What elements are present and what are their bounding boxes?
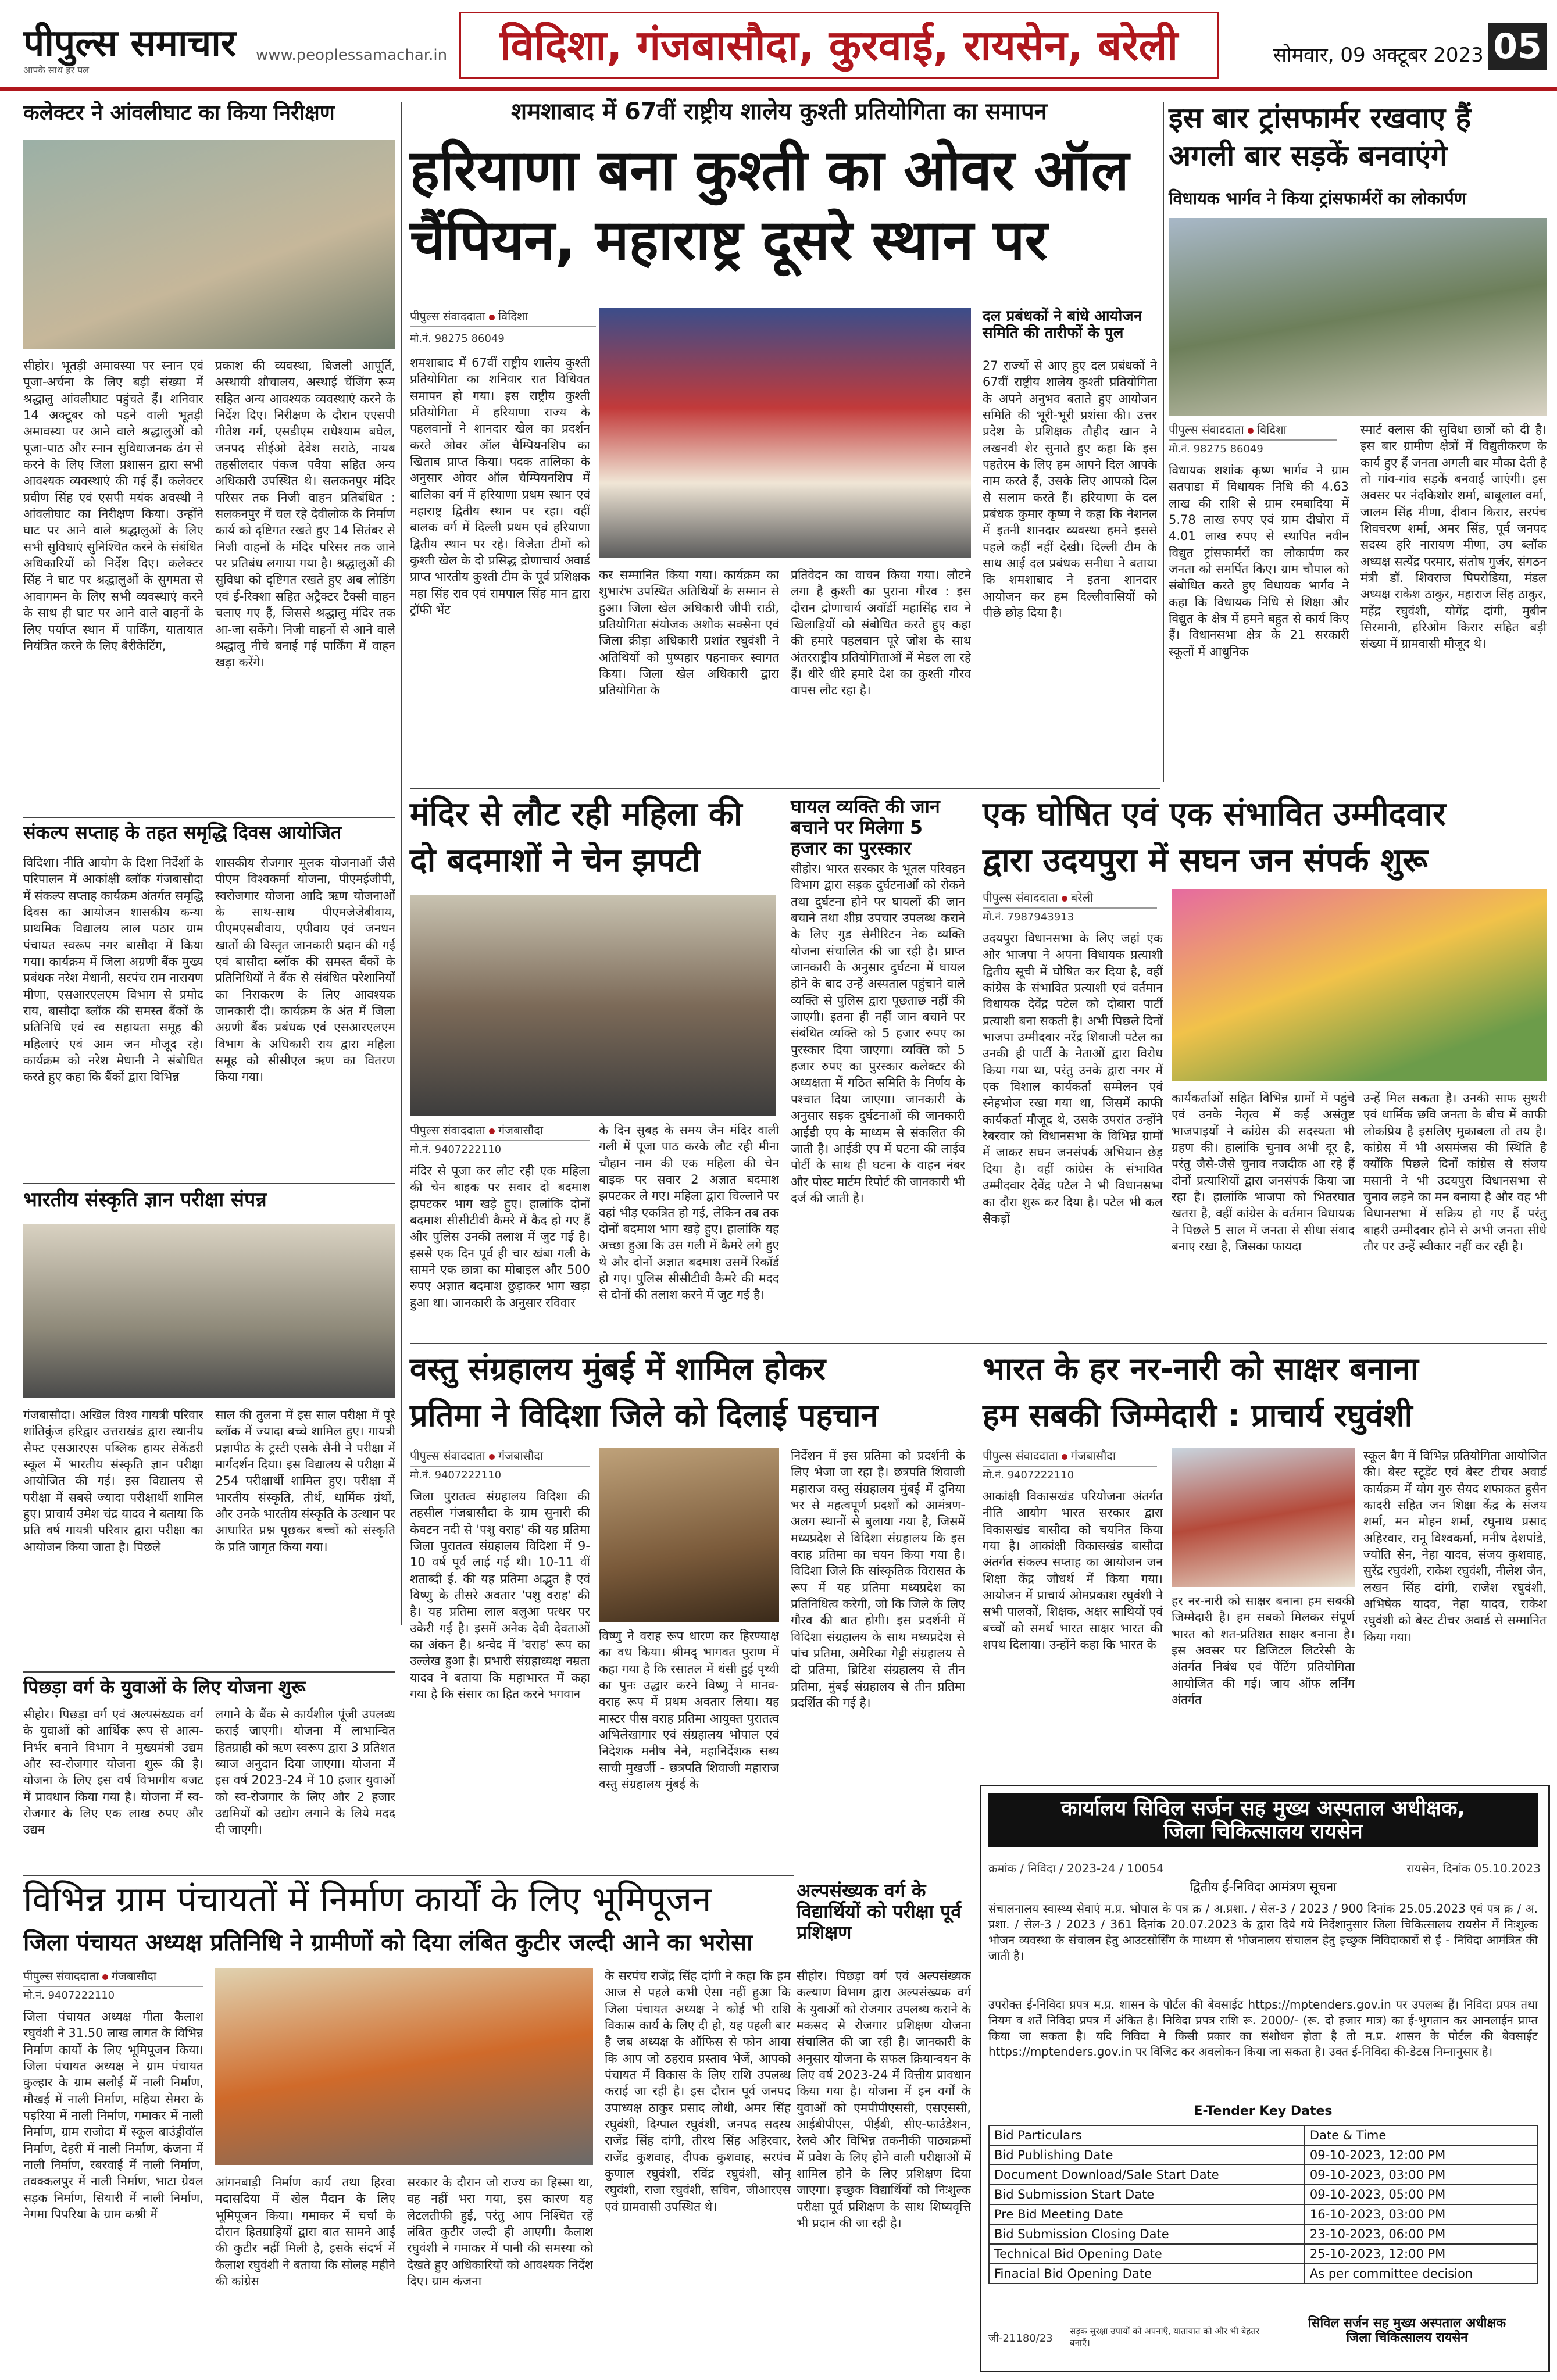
story12-caption: आंगनबाड़ी निर्माण कार्य तथा हिरवा मदासदिया में खेल मैदान के लिए भूमिपूजन किया। गमाकर में चर्चा के दौरान हितग्राहियों द्वारा बात सामने आई की कुटीर नहीं मिली है, इसके संदर्भ में कैलाश रघुवंशी ने बताया कि सोलह महीने की कांग्रेस bbox=[215, 2175, 395, 2289]
story1-headline: कलेक्टर ने आंवलीघाट का किया निरीक्षण bbox=[23, 101, 335, 125]
table-header-row bbox=[989, 2125, 1537, 2145]
column-divider bbox=[401, 102, 402, 1625]
story4-body: विदिशा। नीति आयोग के दिशा निर्देशों के परिपालन में आकांक्षी ब्लॉक गंजबासौदा में संकल्प सप्ताह कार्यक्रम अंतर्गत समृद्धि दिवस का आयोजन शासकीय कन्या प्राथमिक विद्यालय लाल पठार ग्राम पंचायत स्वरूप नगर बासौदा में किया गया। कार्यक्रम में जिला अग्रणी बैंक मुख्य प्रबंधक नरेश मेधानी, सरपंच राम नारायण मीणा, एसआरएलएम विभाग से प्रमोद राय, बासौदा ब्लॉक की समस्त बैंकों के प्रतिनिधि एवं स्व सहायता समूह की महिलाएं एवं आम जन मौजूद रहे। कार्यक्रम को नरेश मेधानी ने संबोधित करते हुए कहा कि बैंकों द्वारा विभिन्न bbox=[23, 856, 203, 1084]
tender-dates-table bbox=[988, 2125, 1538, 2284]
story3-body: विधायक शशांक कृष्ण भार्गव ने ग्राम सतपाडा में विधायक निधि की 4.63 लाख की राशि से ग्राम रमबादिया में 5.78 लाख रुपए एवं ग्राम दीघोरा में 4.01 लाख रुपए से स्थापित नवीन विद्युत ट्रांसफार्मरों का लोकार्पण कर जनता को समर्पित किए। ग्राम चौपाल को संबोधित करते हुए विधायक भार्गव ने कहा कि विधायक निधि से शिक्षा और विद्युत के क्षेत्र में हमने बहुत से कार्य किए हैं। विधानसभा क्षेत्र के 21 सरकारी स्कूलों में आधुनिक bbox=[1169, 463, 1349, 659]
tender-signature: सिविल सर्जन सह मुख्य अस्पताल अधीक्षक जिला चिकित्सालय रायसेन bbox=[1308, 2316, 1506, 2345]
story11-headline-line1: भारत के हर नर-नारी को साक्षर बनाना bbox=[983, 1350, 1419, 1387]
table-row bbox=[989, 2244, 1537, 2264]
story2-byline: पीपुल्स संवाददाता विदिशा bbox=[410, 308, 596, 327]
tender-notice-body: संचालनालय स्वास्थ्य सेवाएं म.प्र. भोपाल के पत्र क्र / अ.प्रशा. / सेल-3 / 2023 / 900 दिनांक 25.05.2023 एवं पत्र क्र / अ. प्रशा. / सेल-3 / 2023 / 361 दिनांक 20.07.2023 के द्वारा दिये गये निर्देशानुसार जिला चिकित्सालय रायसेन में निःशुल्क भोजन व्यवस्था के संचालन हेतु आउटसोर्सिंग के माध्यम से भोजनालय संचालन हेतु इच्छुक निविदाकारों से ई - निविदा आमंत्रित की जाती है। bbox=[988, 1902, 1538, 1963]
table-cell: 09-10-2023, 12:00 PM bbox=[1305, 2145, 1537, 2165]
story7-byline: पीपुल्स संवाददाता गंजबासौदा bbox=[410, 1122, 590, 1141]
story11-body: आकांक्षी विकासखंड परियोजना अंतर्गत नीति आयोग भारत सरकार द्वारा विकासखंड बासौदा को चयनित किया गया है। आकांक्षी विकासखंड बासौदा अंतर्गत संकल्प सप्ताह का आयोजन जन शिक्षा केंद्र जौधर्थ में किया गया। आयोजन में प्राचार्य ओमप्रकाश रघुवंशी ने सभी पालकों, शिक्षक, अक्षर साथियों एवं बच्चों को समर्थ भारत साक्षर भारत की शपथ दिलाया। उन्होंने कहा कि भारत के bbox=[983, 1489, 1163, 1652]
tender-slogan: सड़क सुरक्षा उपायों को अपनाएँ, यातायात को और भी बेहतर बनाएँ। bbox=[1070, 2326, 1260, 2348]
story9-photo bbox=[1172, 889, 1547, 1081]
logo-tagline: आपके साथ हर पल bbox=[23, 65, 90, 76]
story3-body-2: स्मार्ट क्लास की सुविधा छात्रों को दी है। इस बार ग्रामीण क्षेत्रों में विद्युतीकरण के कार्य हुए हैं जनता अगली बार मौका देती है तो गांव-गांव सड़कें बनवाई जाएंगी। इस अवसर पर नंदकिशोर शर्मा, बाबूलाल वर्मा, जालम सिंह मीणा, दीवान किरार, सरपंच शिवचरण शर्मा, अमर सिंह, पूर्व जनपद सदस्य हरि नारायण मीणा, उप ब्लॉक अध्यक्ष सत्येंद्र परमार, संतोष गुर्जर, संगठन मंत्री डॉ. शिवराज पिपरोडिया, मंडल अध्यक्ष राकेश ठाकुर, महाराज सिंह ठाकुर, महेंद्र रघुवंशी, योगेंद्र दांगी, मुबीन सिरमानी, हरिओम किरार सहित बड़ी संख्या में ग्रामवासी मौजूद थे। bbox=[1360, 423, 1547, 651]
story10-headline-line2: प्रतिमा ने विदिशा जिले को दिलाई पहचान bbox=[410, 1397, 879, 1434]
tender-ref-date: रायसेन, दिनांक 05.10.2023 bbox=[1406, 1861, 1541, 1875]
section-divider bbox=[23, 817, 395, 818]
story1-photo bbox=[23, 140, 395, 349]
section-divider bbox=[23, 1183, 395, 1184]
story9-body: उदयपुरा विधानसभा के लिए जहां एक ओर भाजपा ने अपना विधायक प्रत्याशी द्वितीय सूची में घोषित कर दिया है, वहीं कांग्रेस के संभावित प्रत्याशी एवं वर्तमान विधायक देवेंद्र पटेल को दोबारा पार्टी प्रत्याशी बना सकती है। अभी पिछले दिनों भाजपा उम्मीदवार नरेंद्र शिवाजी पटेल का उनकी ही पार्टी के नेताओं द्वारा विरोध किया गया था, परंतु उनके द्वारा नगर में एक विशाल कार्यकर्ता सम्मेलन एवं स्नेहभोज रखा गया था, जिसमें काफी कार्यकर्ता मौजूद थे, उसके उपरांत उन्होंने रैबरवार को विधानसभा के विभिन्न ग्रामों में जाकर सघन जनसंपर्क अभियान छेड़ दिया है। वहीं कांग्रेस के संभावित उम्मीदवार देवेंद्र पटेल ने भी विधानसभा का दौरा शुरू कर दिया है। पटेल भी कल सैकड़ों bbox=[983, 931, 1163, 1225]
bullet-icon bbox=[1248, 428, 1254, 434]
story1-body: सीहोर। भूतड़ी अमावस्या पर स्नान एवं पूजा-अर्चना के लिए बड़ी संख्या में श्रद्धालु आंवलीघाट पहुंचते हैं। शनिवार 14 अक्टूबर को पड़ने वाली भूतड़ी अमावस्या पर आने वाले श्रद्धालुओं को पूजा-पाठ और स्नान सुविधाजनक ढंग से करने के लिए जिला प्रशासन द्वारा सभी आवश्यक व्यवस्थाएं की गई हैं। कलेक्टर प्रवीण सिंह एवं एसपी मयंक अवस्थी ने आंवलीघाट का निरीक्षण किया। उन्होंने घाट पर आने वाले श्रद्धालुओं के लिए सभी सुविधाएं सुनिश्चित करने के संबंधित अधिकारियों को निर्देश दिए। कलेक्टर सिंह ने घाट पर श्रद्धालुओं के सुगमता से आवागमन के लिए सभी व्यवस्थाएं करने के साथ ही घाट पर आने वाले वाहनों के लिए पर्याप्त स्थान में पार्किंग, यातायात नियंत्रित करने के लिए बैरीकेटिंग, bbox=[23, 359, 203, 653]
section-divider bbox=[23, 1875, 794, 1876]
table-row bbox=[989, 2224, 1537, 2244]
story12-photo bbox=[215, 1968, 593, 2165]
story6-body-2: लगाने के बैंक से कार्यशील पूंजी उपलब्ध कराई जाएगी। योजना में लाभान्वित हितग्राही को ऋण स्वरूप द्वारा 3 प्रतिशत ब्याज अनुदान दिया जाएगा। योजना में इस वर्ष 2023-24 में 10 हजार युवाओं को स्व-रोजगार के लिए और 2 हजार उद्यमियों को उद्योग लगाने के लिये मदद दी जाएगी। bbox=[215, 1707, 395, 1837]
table-cell: 09-10-2023, 03:00 PM bbox=[1305, 2165, 1537, 2185]
story4-headline: संकल्प सप्ताह के तहत समृद्धि दिवस आयोजित bbox=[23, 821, 342, 844]
story6-headline: पिछड़ा वर्ग के युवाओं के लिए योजना शुरू bbox=[23, 1676, 306, 1698]
story7-photo bbox=[410, 895, 776, 1116]
story5-photo bbox=[23, 1224, 395, 1398]
table-cell: 25-10-2023, 12:00 PM bbox=[1305, 2244, 1537, 2264]
story2-side-title: दल प्रबंधकों ने बांधे आयोजन समिति की तारीफों के पुल bbox=[983, 308, 1142, 342]
newspaper-logo: पीपुल्स समाचार आपके साथ हर पल bbox=[23, 22, 236, 76]
story3-mobile: मो.नं. 98275 86049 bbox=[1169, 443, 1263, 455]
story5-body-2: साल की तुलना में इस साल परीक्षा में पूरे ब्लॉक में ज्यादा बच्चे शामिल हुए। गायत्री प्रज्ञापीठ के ट्रस्टी एसके सैनी ने परीक्षा में मार्गदर्शन दिया। इस विद्यालय से परीक्षा में 254 परीक्षार्थी शामिल हुए। परीक्षा में भारतीय संस्कृति, तीर्थ, धार्मिक ग्रंथों, और उनके भारतीय संस्कृति के उत्थान पर आधारित प्रश्न पूछकर बच्चों को संस्कृति के प्रति जागृत किया गया। bbox=[215, 1408, 395, 1554]
story11-body-3: स्कूल बैग में विभिन्न प्रतियोगिता आयोजित की। बेस्ट स्टूडेंट एवं बेस्ट टीचर अवार्ड कार्यक्रम में योग गुरु सैयद शफाकत हुसैन कादरी सहित जन शिक्षा केंद्र के संजय शर्मा, मन मोहन शर्मा, रघुनाथ प्रसाद अहिरवार, रानू विश्वकर्मा, मनीष देशपांडे, ज्योति सेन, नेहा यादव, संजय कुशवाह, सुरेंद्र रघुवंशी, राकेश रघुवंशी, नीलेश जैन, लखन सिंह दांगी, राजेश रघुवंशी, अभिषेक यादव, नेहा यादव, राकेश रघुवंशी को बेस्ट टीचर अवार्ड से सम्मानित किया गया। bbox=[1363, 1449, 1547, 1644]
story10-body: जिला पुरातत्व संग्रहालय विदिशा की तहसील गंजबासौदा के ग्राम सुनारी की केवटन नदी से 'पशु वराह' की यह प्रतिमा जिला पुरातत्व संग्रहालय विदिशा में 9-10 वर्ष पूर्व लाई गई थी। 10-11 वीं शताब्दी ई. की यह प्रतिमा अद्भुत है एवं विष्णु के तीसरे अवतार 'पशु वराह' की है। यह प्रतिमा लाल बलुआ पत्थर पर उकेरी गई है। इसमें अनेक देवी देवताओं का अंकन है। श्रन्वेद में 'वराह' रूप का उल्लेख हुआ है। प्रभारी संग्रहाध्यक्ष नम्रता यादव ने बताया कि महाभारत में कहा गया है कि संसार का हित करने भगवान bbox=[410, 1489, 590, 1702]
table-header: Bid Particulars bbox=[989, 2125, 1305, 2145]
story10-byline: पीपुल्स संवाददाता गंजबासौदा bbox=[410, 1448, 590, 1467]
section-divider bbox=[23, 1671, 395, 1673]
table-header: Date & Time bbox=[1305, 2125, 1537, 2145]
tender-title: कार्यालय सिविल सर्जन सह मुख्य अस्पताल अधीक्षक, जिला चिकित्सालय रायसेन bbox=[988, 1793, 1538, 1847]
story1-body-2: प्रकाश की व्यवस्था, बिजली आपूर्ति, अस्थायी शौचालय, अस्थाई चेंजिंग रूम सहित अन्य आवश्यक व्यवस्थाएं करने के निर्देश दिए। निरीक्षण के दौरान एएसपी गीतेश गर्ग, एसडीएम राधेश्याम बघेल, जनपद सीईओ देवेश सराठे, नायब तहसीलदार पंकज पवैया सहित अन्य अधिकारी उपस्थित थे। सलकनपुर मंदिर परिसर तक निजी वाहन प्रतिबंधित : सलकनपुर में चल रहे देवीलोक के निर्माण कार्य को दृष्टिगत रखते हुए 14 सितंबर से निजी वाहनों के मंदिर परिसर तक जाने पर प्रतिबंध लगाया गया है। श्रद्धालुओं की सुविधा को दृष्टिगत रखते हुए अब लोडिंग एवं ई-रिक्शा सहित अट्रैक्टर टैक्सी वाहन चलाए गए हैं, जिससे श्रद्धालु मंदिर तक आ-जा सकेंगे। निजी वाहनों से आने वाले श्रद्धालु नीचे बनाई गई पार्किंग में वाहन खड़ा करेंगे। bbox=[215, 359, 395, 670]
bullet-icon bbox=[489, 1128, 495, 1134]
story12-subhead: जिला पंचायत अध्यक्ष प्रतिनिधि ने ग्रामीणों को दिया लंबित कुटीर जल्दी आने का भरोसा bbox=[23, 1929, 753, 1956]
story3-byline: पीपुल्स संवाददाता विदिशा bbox=[1169, 421, 1337, 441]
bullet-icon bbox=[102, 1974, 108, 1980]
story9-headline-line2: द्वारा उदयपुरा में सघन जन संपर्क शुरू bbox=[983, 842, 1428, 880]
story12-byline: पीपुल्स संवाददाता गंजबासौदा bbox=[23, 1968, 203, 1987]
story12-body-2: सरकार के दौरान जो राज्य का हिस्सा था, वह नहीं भरा गया, इस कारण यह लेटलतीफी हुई, परंतु आप निश्चित रहें लंबित कुटीर जल्दी ही आएगी। कैलाश रघुवंशी ने गमाकर में पानी की समस्या को देखते हुए अधिकारियों को आवश्यक निर्देश दिए। ग्राम कंजना bbox=[407, 2175, 593, 2289]
table-cell: Finacial Bid Opening Date bbox=[989, 2264, 1305, 2283]
story11-photo bbox=[1172, 1448, 1355, 1587]
issue-date: सोमवार, 09 अक्टूबर 2023 bbox=[1273, 44, 1484, 67]
story9-mobile: मो.नं. 7987943913 bbox=[983, 911, 1074, 923]
table-row bbox=[989, 2165, 1537, 2185]
story12-body: जिला पंचायत अध्यक्ष गीता कैलाश रघुवंशी ने 31.50 लाख लागत के विभिन्न निर्माण कार्यों के लिए भूमिपूजन किया। जिला पंचायत अध्यक्ष ने ग्राम पंचायत कुल्हार के ग्राम सलोई में नाली निर्माण, मौखई में नाली निर्माण, महिया सेमरा के पड़रिया में नाली निर्माण, गमाकर में नाली निर्माण, ग्राम राजोदा में स्कूल बाउंड्रीवॉल निर्माण, देहरी में नाली निर्माण, कंजना में नाली निर्माण, रबरवाई में नाली निर्माण, तवक्कलपुर में नाली निर्माण, भाटा ग्रेवल सड़क निर्माण, सियारी में नाली निर्माण, नेगमा पिपरिया के ग्राम कश्री में bbox=[23, 2010, 203, 2222]
tender-ref: क्रमांक / निविदा / 2023-24 / 10054 bbox=[988, 1861, 1164, 1875]
section-divider bbox=[410, 788, 1160, 789]
story2-headline-line2: चैंपियन, महाराष्ट्र दूसरे स्थान पर bbox=[410, 208, 1048, 273]
story2-body: शमशाबाद में 67वीं राष्ट्रीय शालेय कुश्ती प्रतियोगिता का शनिवार रात विधिवत समापन हो गया। इस राष्ट्रीय कुश्ती प्रतियोगिता में हरियाणा राज्य के पहलवानों ने शानदार खेल का प्रदर्शन करते ओवर ऑल चैम्पियनशिप का खिताब प्राप्त किया। पदक तालिका के अनुसार ओवर ऑल चैम्पियनशिप में बालिका वर्ग में हरियाणा प्रथम स्थान एवं महाराष्ट्र द्वितीय स्थान पर रहा। वहीं बालक वर्ग में दिल्ली प्रथम एवं हरियाणा द्वितीय स्थान पर रहे। विजेता टीमों को कुश्ती खेल के दो प्रसिद्ध द्रोणाचार्य अवार्ड प्राप्त भारतीय कुश्ती टीम के पूर्व प्रशिक्षक महा सिंह राव एवं रामपाल सिंह मान द्वारा ट्रॉफी भेंट bbox=[410, 356, 590, 617]
table-cell: Bid Submission Closing Date bbox=[989, 2224, 1305, 2244]
story3-headline-line1: इस बार ट्रांसफार्मर रखवाए हैं bbox=[1169, 101, 1472, 135]
bullet-icon bbox=[489, 1454, 495, 1460]
story9-body-2: कार्यकर्ताओं सहित विभिन्न ग्रामों में पहुंचे एवं उनके नेतृत्व में कई असंतुष्ट भाजपाइयों ने कांग्रेस की सदस्यता भी ग्रहण की। हालांकि चुनाव अभी दूर है, परंतु जैसे-जैसे चुनाव नजदीक आ रहे हैं दोनों प्रत्याशियों द्वारा जनसंपर्क किया जा रहा है। हालांकि भाजपा को भितरघात खतरा है, वहीं कांग्रेस के वर्तमान विधायक ने पिछले 5 साल में जनता से सीधा संवाद बनाए रखा है, जिसका फायदा bbox=[1172, 1091, 1355, 1254]
column-divider bbox=[1163, 102, 1164, 782]
story5-headline: भारतीय संस्कृति ज्ञान परीक्षा संपन्न bbox=[23, 1188, 267, 1212]
story2-side-body: 27 राज्यों से आए हुए दल प्रबंधकों ने 67वीं राष्ट्रीय शालेय कुश्ती प्रतियोगिता के अपने अनुभव बताते हुए आयोजन समिति की भूरी-भूरी प्रशंसा की। उत्तर प्रदेश के प्रशिक्षक तौहीद खान ने लखनवी शेर सुनाते हुए कहा कि इस पहतेरम के लिए हम आपने दिल आपके नाम करते हैं, उसके लिए आपको दिल से सलाम करते हैं। हरियाणा के दल प्रबंधक कुमार कृष्ण ने कहा कि नेशनल में इतनी शानदार व्यवस्था हमने इससे पहले कहीं नहीं देखी। दिल्ली टीम के साथ आई दल प्रबंधक सनीधा ने बताया कि शमशाबाद ने इतना शानदार आयोजन कर हम दिल्लीवासियों को पीछे छोड़ दिया है। bbox=[983, 359, 1157, 620]
bullet-icon bbox=[489, 315, 495, 320]
story12-headline: विभिन्न ग्राम पंचायतों में निर्माण कार्यों के लिए भूमिपूजन bbox=[23, 1879, 712, 1920]
story2-headline-line1: हरियाणा बना कुश्ती का ओवर ऑल bbox=[410, 138, 1129, 203]
story13-headline: अल्पसंख्यक वर्ग के विद्यार्थियों को परीक्षा पूर्व प्रशिक्षण bbox=[797, 1879, 962, 1943]
story10-body-3: निर्देशन में इस प्रतिमा को प्रदर्शनी के लिए भेजा जा रहा है। छत्रपति शिवाजी महाराज वस्तु संग्रहालय मुंबई में दुनिया भर से महत्वपूर्ण प्रदर्शों को आमंत्रण-अलग स्थानों से बुलाया गया है, जिसमें मध्यप्रदेश से विदिशा संग्रहालय कि इस वराह प्रतिमा का चयन किया गया है। विदिशा जिले कि सांस्कृतिक विरासत के रूप में यह प्रतिमा मध्यप्रदेश का प्रतिनिधित्व करेगी, जो कि जिले के लिए गौरव की बात होगी। इस प्रदर्शनी में विदिशा संग्रहालय के साथ मध्यप्रदेश से पांच प्रतिमा, अमेरिका गेट्टी संग्रहालय से दो प्रतिमा, ब्रिटिश संग्रहालय से तीन प्रतिमा, मुंबई संग्रहालय से तीन प्रतिमा प्रदर्शित की गई है। bbox=[791, 1449, 965, 1710]
table-row bbox=[989, 2145, 1537, 2165]
story12-mobile: मो.नं. 9407222110 bbox=[23, 1989, 115, 2002]
table-cell: Bid Publishing Date bbox=[989, 2145, 1305, 2165]
story2-photo bbox=[599, 308, 971, 558]
story5-body: गंजबासौदा। अखिल विश्व गायत्री परिवार शांतिकुंज हरिद्वार उत्तराखंड द्वारा स्थानीय सैफ्ट एसआरएस पब्लिक हायर सेकेंडरी स्कूल में भारतीय संस्कृति ज्ञान परीक्षा आयोजित की गई। इस विद्यालय से परीक्षा में सबसे ज्यादा परीक्षार्थी शामिल हुए। प्राचार्य उमेश चंद्र यादव ने बताया कि प्रति वर्ष गायत्री परिवार द्वारा परीक्षा का आयोजन किया जाता है। पिछले bbox=[23, 1408, 203, 1554]
bullet-icon bbox=[1062, 1454, 1067, 1460]
story2-body-2: कर सम्मानित किया गया। कार्यक्रम का शुभारंभ उपस्थित अतिथियों के सम्मान से हुआ। जिला खेल अधिकारी जीपी राठी, प्रतियोगिता संयोजक अशोक सक्सेना एवं जिला क्रीड़ा अधिकारी प्रशांत रघुवंशी ने अतिथियों को पुष्पहार पहनाकर स्वागत किया। जिला खेल अधिकारी द्वारा प्रतियोगिता के bbox=[599, 568, 779, 698]
story6-body: सीहोर। पिछड़ा वर्ग एवं अल्पसंख्यक वर्ग के युवाओं को आर्थिक रूप से आत्म-निर्भर बनाने विभाग ने मुख्यमंत्री उद्यम और स्व-रोजगार योजना शुरू की है। योजना के लिए इस वर्ष विभागीय बजट में प्रावधान किया गया है। योजना में स्व-रोजगार के लिए एक लाख रुपए और उद्यम bbox=[23, 1707, 203, 1837]
tender-notice-body-2: उपरोक्त ई-निविदा प्रपत्र म.प्र. शासन के पोर्टल की बेवसाईट https://mptenders.gov.in पर उपलब्ध हैं। निविदा प्रपत्र तथा नियम व शर्तें निविदा प्रपत्र में अंकित है। निविदा प्रपत्र राशि रू. 2000/- (रू. दो हजार मात्र) का ई-भुगतान कर आनलाईन प्राप्त किया जा सकता है। यदि निविदा मे किसी प्रकार का संशोधन होता है तो म.प्र. शासन के पोर्टल की बेवसाईट https://mptenders.gov.in पर विजिट कर अवलोकन किया जा सकता है। उक्त ई-निविदा की-डेटस निम्नानुसार है। bbox=[988, 1997, 1538, 2059]
story7-headline-line2: दो बदमाशों ने चेन झपटी bbox=[410, 842, 701, 880]
table-cell: Pre Bid Meeting Date bbox=[989, 2204, 1305, 2224]
story8-headline: घायल व्यक्ति की जान बचाने पर मिलेगा 5 हजार का पुरस्कार bbox=[791, 795, 940, 859]
tender-key-dates-title: E-Tender Key Dates bbox=[1194, 2104, 1333, 2118]
table-cell: 09-10-2023, 05:00 PM bbox=[1305, 2185, 1537, 2204]
story12-body-3: के सरपंच राजेंद्र सिंह दांगी ने कहा कि हम आज से पहले कभी ऐसा नहीं हुआ कि जिला पंचायत अध्यक्ष ने कोई भी राशि विकास कार्य के लिए दी हो, यह पहली बार है जब अध्यक्ष के ऑफिस से फोन आया कि आप जो ठहराव प्रस्ताव भेजें, आपको पंचायत में विकास के लिए राशि उपलब्ध कराई जा रही है। इस दौरान पूर्व जनपद उपाध्यक्ष ठाकुर प्रसाद लोधी, अमर सिंह रघुवंशी, दिग्पाल रघुवंशी, जनपद सदस्य राजेंद्र सिंह दांगी, तीरथ सिंह अहिरवार, राजेंद्र कुशवाह, दीपक कुशवाह, सरपंच कुणाल रघुवंशी, रविंद्र रघुवंशी, सोनू रघुवंशी, राजा रघुवंशी, सचिन, जीआरएस एवं ग्रामवासी उपस्थित थे। bbox=[605, 1969, 791, 2214]
story7-headline-line1: मंदिर से लौट रही महिला की bbox=[410, 795, 742, 833]
story11-body-2: हर नर-नारी को साक्षर बनाना हम सबकी जिम्मेदारी है। हम सबको मिलकर संपूर्ण भारत को शत-प्रतिशत साक्षर बनाना है। इस अवसर पर डिजिटल लिटरेसी के अंतर्गत निबंध एवं पेंटिंग प्रतियोगिता आयोजित की गई। जाय ऑफ लर्निंग अंतर्गत bbox=[1172, 1594, 1355, 1707]
bullet-icon bbox=[1062, 896, 1067, 902]
story7-body: मंदिर से पूजा कर लौट रही एक महिला की चेन बाइक पर सवार दो बदमाश झपटकर भाग खड़े हुए। हालांकि दोनों बदमाश सीसीटीवी कैमरे में कैद हो गए हैं और पुलिस उनकी तलाश में जुट गई है। इससे एक दिन पूर्व ही चार खंबा गली के सामने एक छात्रा का मोबाइल और 500 रुपए अज्ञात बदमाश छुड़ाकर भाग खड़ा हुआ था। जानकारी के अनुसार रविवार bbox=[410, 1164, 590, 1310]
table-cell: Bid Submission Start Date bbox=[989, 2185, 1305, 2204]
story10-photo bbox=[599, 1448, 779, 1622]
table-row bbox=[989, 2185, 1537, 2204]
story4-body-2: शासकीय रोजगार मूलक योजनाओं जैसे पीएम विश्वकर्मा योजना, पीएमईजीपी, स्वरोजगार योजना आदि ऋण योजनाओं के साथ-साथ पीएमजेजेबीवाय, पीएमएसबीवाय, एपीवाय एवं जनधन खातों की विस्तृत जानकारी प्रदान की गई एवं बासौदा ब्लॉक की समस्त बैंकों के प्रतिनिधियों ने बैंक से संबंधित परेशानियों का निराकरण के लिए आवश्यक जानकारी दी। कार्यक्रम के अंत में जिला अग्रणी बैंक प्रबंधक एवं एसआरएलएम विभाग के अधिकारी राय द्वारा महिला समूह को सीसीएल ऋण का वितरण किया गया। bbox=[215, 856, 395, 1084]
tender-notice-title: द्वितीय ई-निविदा आमंत्रण सूचना bbox=[1190, 1880, 1337, 1895]
edition-banner: विदिशा, गंजबासौदा, कुरवाई, रायसेन, बरेली bbox=[459, 12, 1219, 79]
table-row bbox=[989, 2264, 1537, 2283]
story3-headline-line2: अगली बार सड़कें बनवाएंगे bbox=[1169, 139, 1448, 173]
story11-headline-line2: हम सबकी जिम्मेदारी : प्राचार्य रघुवंशी bbox=[983, 1397, 1413, 1434]
page-number: 05 bbox=[1488, 23, 1547, 70]
story10-mobile: मो.नं. 9407222110 bbox=[410, 1469, 502, 1481]
table-cell: 23-10-2023, 06:00 PM bbox=[1305, 2224, 1537, 2244]
story2-kicker: शमशाबाद में 67वीं राष्ट्रीय शालेय कुश्ती प्रतियोगिता का समापन bbox=[511, 98, 1047, 125]
story10-headline-line1: वस्तु संग्रहालय मुंबई में शामिल होकर bbox=[410, 1350, 826, 1387]
story9-headline-line1: एक घोषित एवं एक संभावित उम्मीदवार bbox=[983, 795, 1446, 833]
section-divider bbox=[410, 1343, 1547, 1344]
table-cell: 16-10-2023, 03:00 PM bbox=[1305, 2204, 1537, 2224]
table-row bbox=[989, 2204, 1537, 2224]
story9-byline: पीपुल्स संवाददाता बरेली bbox=[983, 889, 1157, 909]
site-url[interactable]: www.peoplessamachar.in bbox=[256, 47, 448, 64]
story9-body-3: उन्हें मिल सकता है। उनकी साफ सुथरी एवं धार्मिक छवि जनता के बीच में काफी लोकप्रिय है इसलिए मुकाबला तो तय है। कांग्रेस में भी असमंजस की स्थिति है क्योंकि पिछले दिनों कांग्रेस से संजय मसानी ने भी उदयपुरा विधानसभा से चुनाव लड़ने का मन बनाया है और वह भी विधानसभा में सक्रिय हो गए हैं परंतु बाहरी उम्मीदवार होने से अभी जनता सीधे तौर पर उन्हें स्वीकार नहीं कर रही है। bbox=[1363, 1091, 1547, 1254]
story2-mobile: मो.नं. 98275 86049 bbox=[410, 333, 505, 345]
story3-subhead: विधायक भार्गव ने किया ट्रांसफार्मरों का लोकार्पण bbox=[1169, 188, 1466, 208]
table-cell: As per committee decision bbox=[1305, 2264, 1537, 2283]
table-cell: Document Download/Sale Start Date bbox=[989, 2165, 1305, 2185]
story13-body: सीहोर। पिछड़ा वर्ग एवं अल्पसंख्यक कल्याण विभाग द्वारा अल्पसंख्यक वर्ग के युवाओं को रोजगार उपलब्ध कराने के मकसद से रोजगार प्रशिक्षण योजना संचालित की जा रही है। जानकारी के अनुसार योजना के सफल क्रियान्वयन के लिए वर्ष 2023-24 में वित्तीय प्रावधान किया गया है। योजना में इन वर्गों के युवाओं को एमपीपीएससी, एसएससी, आईबीपीएस, पीईबी, सीए-फाउंडेशन, रेलवे और विभिन्न तकनीकी पाठ्यक्रमों में प्रवेश के लिए होने वाली परीक्षाओं में शामिल होने के लिए प्रशिक्षण दिया जाएगा। इच्छुक विद्यार्थियों को निःशुल्क परीक्षा पूर्व प्रशिक्षण के साथ शिष्यवृत्ति भी प्रदान की जा रही है। bbox=[797, 1969, 971, 2231]
table-cell: Technical Bid Opening Date bbox=[989, 2244, 1305, 2264]
story8-body: सीहोर। भारत सरकार के भूतल परिवहन विभाग द्वारा सड़क दुर्घटनाओं को रोकने तथा दुर्घटना होने पर घायलों की जान बचाने तथा शीघ्र उपचार उपलब्ध कराने के लिए गुड सेमीरिटन नेक व्यक्ति योजना संचालित की जा रही है। प्राप्त जानकारी के अनुसार दुर्घटना में घायल होने के बाद उन्हें अस्पताल पहुंचाने वाले व्यक्ति से पुलिस द्वारा पूछताछ नहीं की जाएगी। इतना ही नहीं जान बचाने पर संबंधित व्यक्ति को 5 हजार रुपए का पुरस्कार दिया जाएगा। व्यक्ति को 5 हजार रुपए का पुरस्कार कलेक्टर की अध्यक्षता में गठित समिति के निर्णय के पश्चात दिया जाएगा। जानकारी के अनुसार सड़क दुर्घटनाओं की जानकारी आईडी एप के माध्यम से संकलित की जाती है। आईडी एप में घटना की लाईव पोर्टी के साथ ही घटना के वाहन नंबर और पोस्ट मार्टम रिपोर्ट की जानकारी भी दर्ज की जाती है। bbox=[791, 862, 965, 1205]
story11-mobile: मो.नं. 9407222110 bbox=[983, 1469, 1074, 1481]
story10-body-2: विष्णु ने वराह रूप धारण कर हिरण्याक्ष का वध किया। श्रीमद् भागवत पुराण में कहा गया है कि रसातल में धंसी हुई पृथ्वी का पुनः उद्धार करने विष्णु ने मानव- वराह रूप में प्रथम अवतार लिया। यह मास्टर पीस वराह प्रतिमा आयुक्त पुरातत्व अभिलेखागार एवं संग्रहालय भोपाल एवं निदेशक मनीष नेने, महानिर्देशक सब्य साची मुखर्जी - छत्रपति शिवाजी महाराज वस्तु संग्रहालय मुंबई के bbox=[599, 1629, 779, 1792]
tender-code: जी-21180/23 bbox=[988, 2332, 1053, 2345]
story2-body-3: प्रतिवेदन का वाचन किया गया। लौटने लगा है कुश्ती का पुराना गौरव : इस दौरान द्रोणाचार्य अवॉर्डी महासिंह राव ने खिलाड़ियों को संबोधित करते हुए कहा की हमारे पहलवान पूरे जोश के साथ अंतरराष्ट्रीय प्रतियोगिताओं में मेडल ला रहे हैं। धीरे धीरे हमारे देश का कुश्ती गौरव वापस लौट रहा है। bbox=[791, 568, 971, 698]
story7-body-2: के दिन सुबह के समय जैन मंदिर वाली गली में पूजा पाठ करके लौट रही मीना चौहान नाम की एक महिला की चेन बाइक पर सवार 2 अज्ञात बदमाश झपटकर ले गए। महिला द्वारा चिल्लाने पर वहां भीड़ एकत्रित हो गई, लेकिन तब तक दोनों बदमाश भाग खड़े हुए। हालांकि यह अच्छा हुआ कि उस गली में कैमरे लगे हुए थे और दोनों अज्ञात बदमाश उसमें रिकॉर्ड हो गए। पुलिस सीसीटीवी कैमरे की मदद से दोनों की तलाश करने में जुट गई है। bbox=[599, 1123, 779, 1302]
story11-byline: पीपुल्स संवाददाता गंजबासौदा bbox=[983, 1448, 1157, 1467]
story3-photo bbox=[1169, 218, 1547, 416]
story7-mobile: मो.नं. 9407222110 bbox=[410, 1143, 502, 1156]
